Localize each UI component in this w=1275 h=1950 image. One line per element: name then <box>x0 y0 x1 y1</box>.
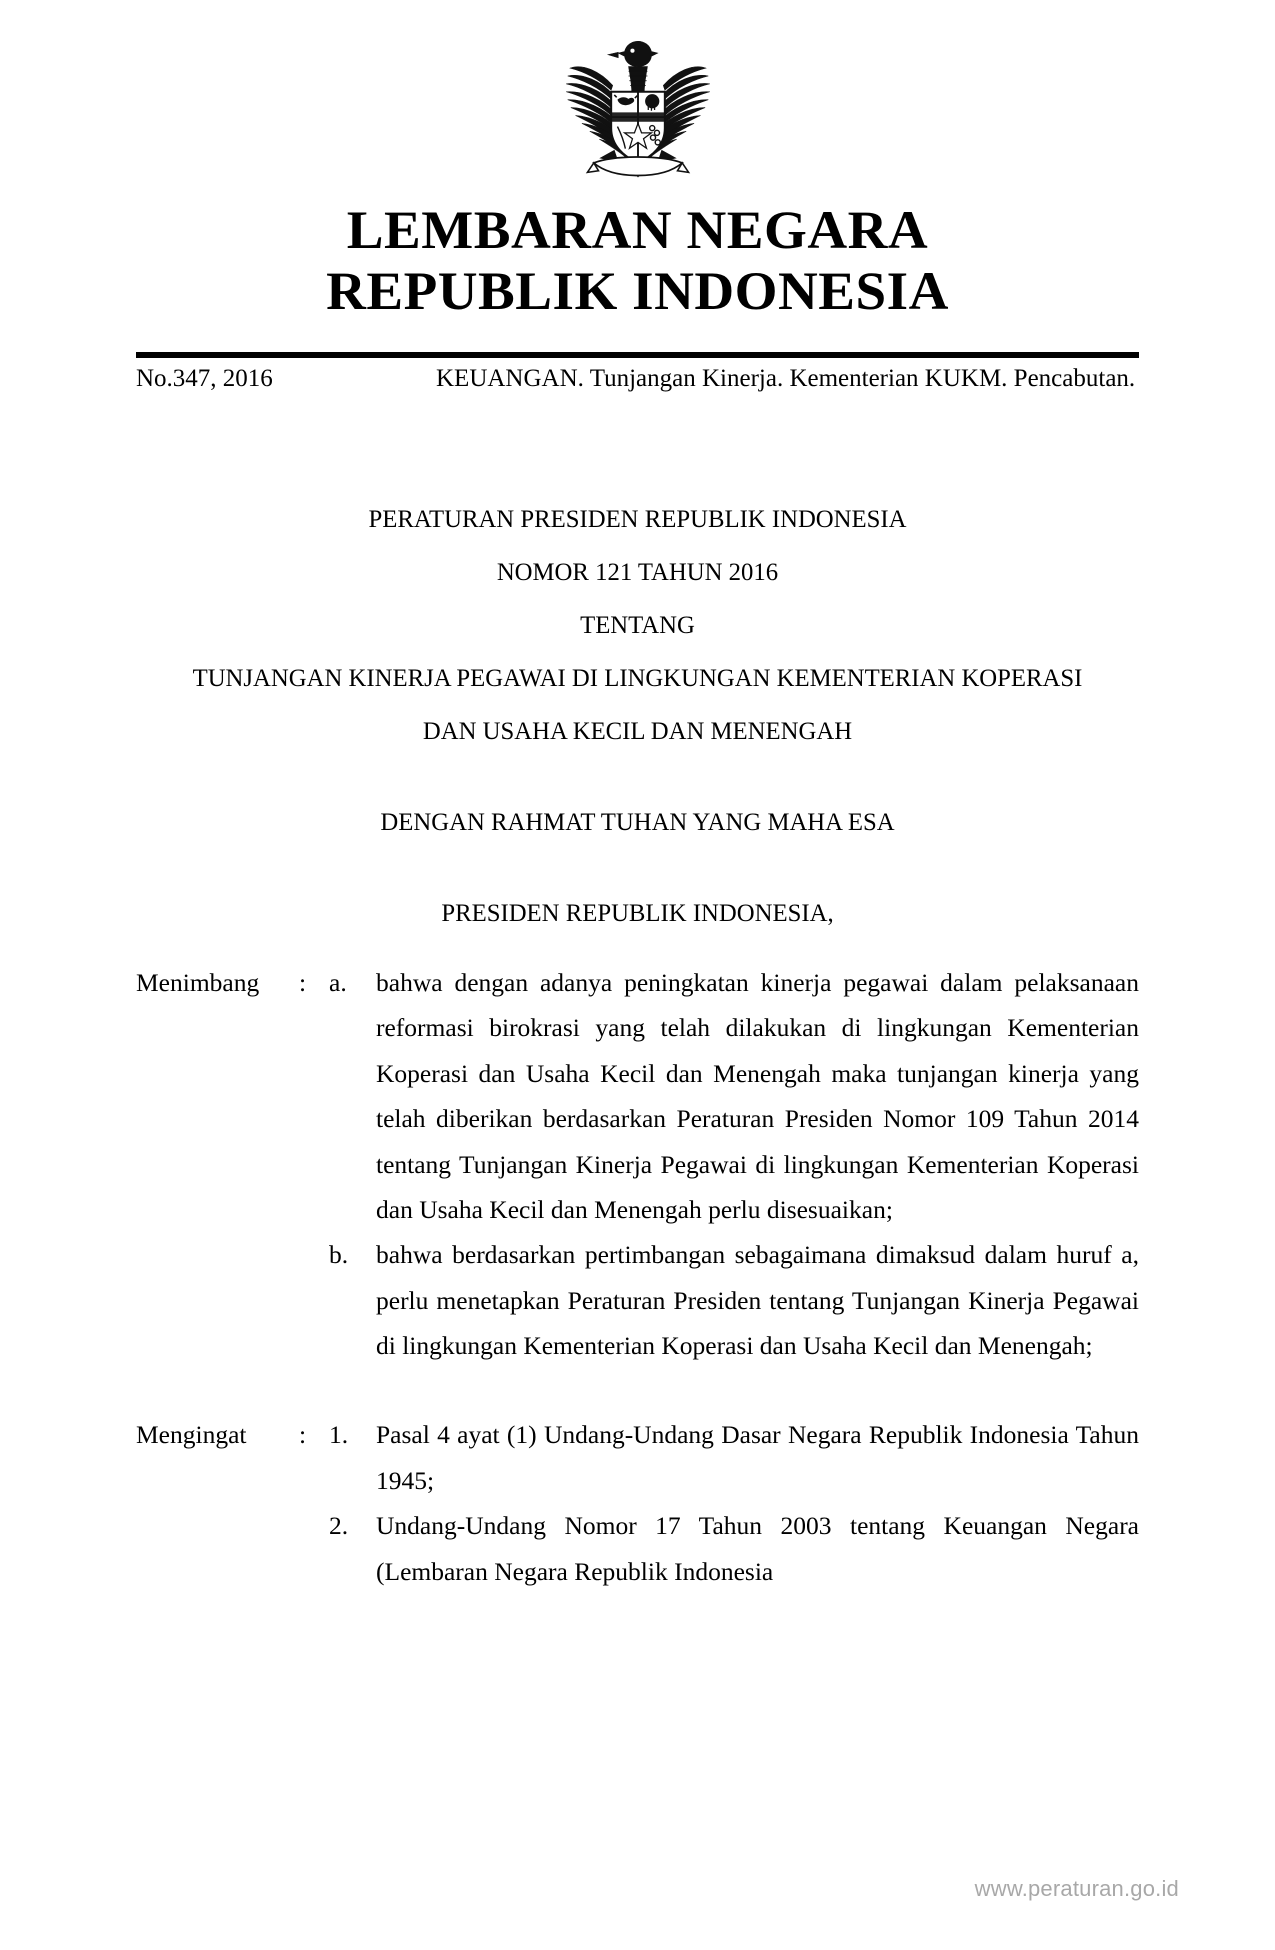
list-item <box>329 1503 1139 1594</box>
regulation-body <box>136 960 1139 1594</box>
masthead-line-1: LEMBARAN NEGARA <box>346 200 929 260</box>
list-item <box>329 1232 1139 1368</box>
gazette-header-row <box>136 362 1139 395</box>
title-line-subject-2: DAN USAHA KECIL DAN MENENGAH <box>422 716 853 746</box>
title-line-nomor-tahun: NOMOR 121 TAHUN 2016 <box>496 557 779 587</box>
clause-label-menimbang: Menimbang <box>136 968 260 997</box>
title-line-dengan-rahmat: DENGAN RAHMAT TUHAN YANG MAHA ESA <box>380 807 895 837</box>
title-line-peraturan-presiden: PERATURAN PRESIDEN REPUBLIK INDONESIA <box>368 504 907 533</box>
item-text: bahwa berdasarkan pertimbangan sebagaimana dimaksud dalam huruf a, perlu menetapkan Peraturan Presiden tentang Tunjangan Kinerja Pegawai di lingkungan Kementerian Koperasi dan Usaha Kecil dan Menengah; <box>376 1240 1139 1360</box>
masthead <box>0 200 1275 322</box>
clause-menimbang <box>136 960 1139 1368</box>
title-line-subject-1: TUNJANGAN KINERJA PEGAWAI DI LINGKUNGAN KEMENTERIAN KOPERASI <box>192 663 1083 693</box>
item-marker: 2. <box>329 1511 349 1541</box>
item-text: bahwa dengan adanya peningkatan kinerja pegawai dalam pelaksanaan reformasi birokrasi yang telah dilakukan di lingkungan Kementerian Koperasi dan Usaha Kecil dan Menengah maka tunjangan kinerja yang telah diberikan berdasarkan Peraturan Presiden Nomor 109 Tahun 2014 tentang Tunjangan Kinerja Pegawai di lingkungan Kementerian Koperasi dan Usaha Kecil dan Menengah perlu disesuaikan; <box>376 968 1139 1224</box>
title-line-tentang: TENTANG <box>580 610 695 640</box>
item-marker: a. <box>329 968 347 997</box>
footer-watermark: www.peraturan.go.id <box>974 1876 1179 1901</box>
masthead-line-2: REPUBLIK INDONESIA <box>326 261 949 322</box>
garuda-pancasila-icon <box>559 30 717 182</box>
clause-mengingat <box>136 1412 1139 1594</box>
item-marker: b. <box>329 1240 349 1270</box>
clause-label-mengingat: Mengingat <box>136 1420 247 1450</box>
item-text: Undang-Undang Nomor 17 Tahun 2003 tentang Keuangan Negara (Lembaran Negara Republik Indonesia <box>376 1511 1139 1586</box>
section-spacer <box>136 1368 1139 1412</box>
list-item <box>329 1412 1139 1503</box>
regulation-title-block <box>19 492 1256 939</box>
list-item <box>329 960 1139 1232</box>
clause-items-mengingat <box>329 1412 1139 1594</box>
clause-colon-mengingat: : <box>299 1420 307 1450</box>
title-line-presiden: PRESIDEN REPUBLIK INDONESIA, <box>441 898 834 928</box>
emblem-container <box>0 30 1275 182</box>
item-marker: 1. <box>329 1420 349 1450</box>
clause-colon-menimbang: : <box>299 968 307 997</box>
gazette-number: No.347, 2016 <box>136 365 273 392</box>
gazette-subject: KEUANGAN. Tunjangan Kinerja. Kementerian KUKM. Pencabutan. <box>436 365 1136 392</box>
clause-items-menimbang <box>329 960 1139 1368</box>
masthead-divider <box>136 352 1139 358</box>
item-text: Pasal 4 ayat (1) Undang-Undang Dasar Negara Republik Indonesia Tahun 1945; <box>376 1420 1139 1495</box>
